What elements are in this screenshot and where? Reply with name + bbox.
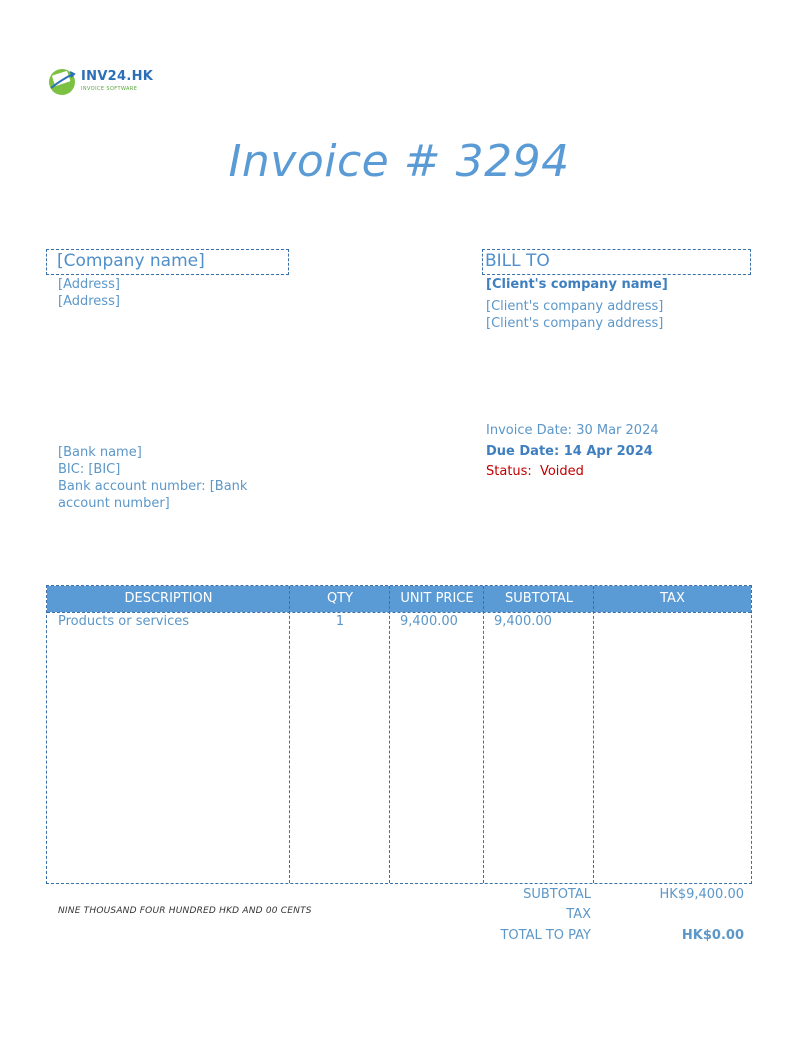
seller-address	[58, 276, 120, 310]
logo-tagline: INVOICE SOFTWARE	[81, 86, 138, 92]
company-name-box[interactable]	[46, 249, 289, 275]
client-address-line: [Client's company address]	[486, 316, 664, 331]
client-company-name: [Client's company name]	[486, 277, 668, 292]
seller-address-line: [Address]	[58, 294, 120, 309]
cell-qty: 1	[335, 614, 345, 629]
table-header	[47, 586, 751, 612]
subtotal-label: SUBTOTAL	[523, 887, 591, 902]
header-unit-price: UNIT PRICE	[400, 591, 474, 606]
items-table	[46, 585, 752, 884]
header-divider	[47, 612, 751, 613]
bill-to-box[interactable]	[482, 249, 751, 275]
due-date: Due Date: 14 Apr 2024	[486, 444, 653, 459]
column-divider	[289, 586, 290, 883]
client-address-line: [Client's company address]	[486, 299, 664, 314]
cell-subtotal: 9,400.00	[494, 614, 552, 629]
total-value: HK$0.00	[681, 928, 744, 943]
document-check-icon	[47, 66, 77, 96]
status	[486, 463, 584, 480]
header-subtotal: SUBTOTAL	[505, 591, 573, 606]
status-value: Voided	[539, 464, 584, 479]
column-divider	[593, 586, 594, 883]
client-address	[486, 298, 663, 332]
seller-address-line: [Address]	[58, 277, 120, 292]
bill-to-label: BILL TO	[485, 251, 550, 271]
status-label: Status:	[486, 464, 532, 479]
subtotal-value: HK$9,400.00	[659, 887, 744, 902]
tax-label: TAX	[566, 907, 591, 922]
bank-line: [Bank name]	[58, 445, 142, 460]
amount-in-words: NINE THOUSAND FOUR HUNDRED HKD AND 00 CENTS	[58, 906, 312, 916]
column-divider	[389, 586, 390, 883]
total-label: TOTAL TO PAY	[500, 928, 591, 943]
bank-line: account number]	[58, 496, 170, 511]
header-description: DESCRIPTION	[124, 591, 213, 606]
header-qty: QTY	[326, 591, 354, 606]
company-name: [Company name]	[57, 251, 205, 271]
cell-description: Products or services	[58, 614, 190, 629]
logo	[47, 66, 154, 100]
bank-line: Bank account number: [Bank	[58, 479, 248, 494]
header-tax: TAX	[660, 591, 685, 606]
invoice-date: Invoice Date: 30 Mar 2024	[486, 423, 659, 438]
invoice-title: Invoice # 3294	[228, 136, 570, 187]
bank-line: BIC: [BIC]	[58, 462, 121, 477]
column-divider	[483, 586, 484, 883]
bank-details	[58, 444, 247, 512]
logo-brand: INV24.HK	[81, 69, 154, 84]
cell-unit-price: 9,400.00	[400, 614, 458, 629]
